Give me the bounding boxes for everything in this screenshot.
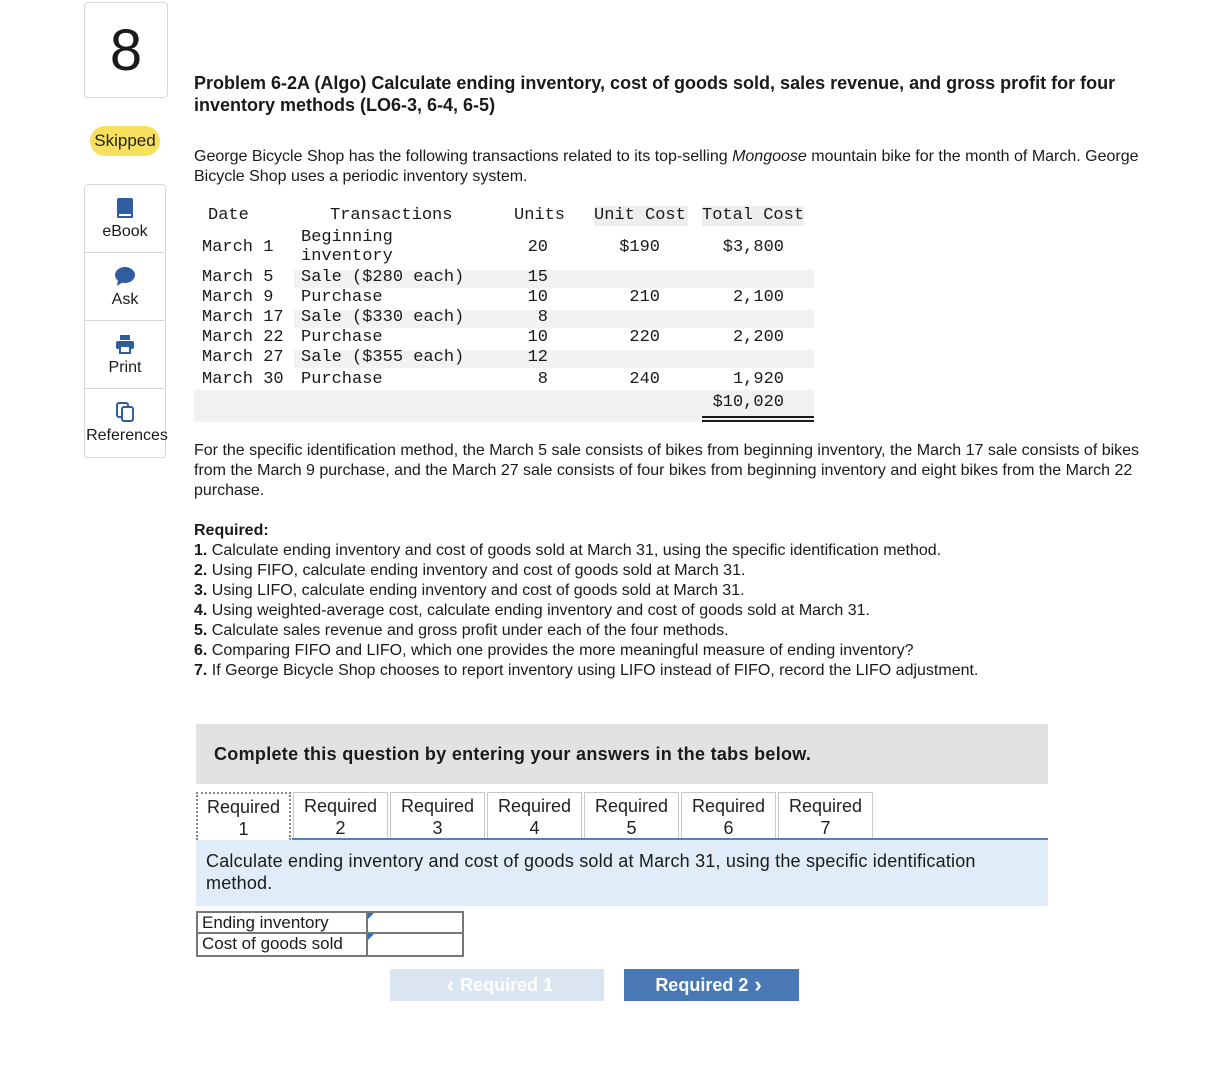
item-text: Comparing FIFO and LIFO, which one provides the more meaningful measure of ending inventory? [207,642,914,659]
row-units: 15 [527,268,548,287]
item-text: If George Bicycle Shop chooses to report inventory using LIFO instead of FIFO, record the LIFO adjustment. [207,662,979,679]
row-transaction: Beginning inventory [301,228,393,266]
tab-number: 7 [820,818,831,838]
tab-label: Required [691,796,766,816]
item-number: 3. [194,582,208,599]
tab-label: Required [206,797,281,817]
chat-bubble-icon [114,265,136,287]
tab-number: 4 [529,818,540,838]
table-row [194,288,814,308]
item-number: 2. [194,562,208,579]
row-total-cost: $3,800 [722,238,784,257]
tab-label: Required [497,796,572,816]
prev-required-button[interactable] [390,969,604,1001]
header-transactions: Transactions [330,206,453,225]
intro-text-start: George Bicycle Shop has the following transactions related to its top-selling [194,148,733,165]
tab-required-1[interactable] [196,792,291,840]
intro-text-end: mountain bike for the month of March. George Bicycle Shop uses a periodic inventory system. [194,148,1139,185]
cogs-input-cell [366,934,464,957]
intro-italic-text: Mongoose [732,148,807,165]
item-number: 1. [194,542,208,559]
row-units: 10 [527,328,548,347]
list-item [194,641,1144,661]
chevron-left-icon: ‹ [446,972,455,997]
item-text: Using LIFO, calculate ending inventory and cost of goods sold at March 31. [207,582,745,599]
total-double-rule-top [702,416,814,418]
table-row [194,368,814,390]
tab-required-4[interactable] [487,792,582,840]
row-date: March 9 [202,288,274,307]
item-number: 5. [194,622,208,639]
total-row [194,390,814,422]
row-date: March 22 [202,328,284,347]
tab-label: Required [594,796,669,816]
tab-instruction: Calculate ending inventory and cost of goods sold at March 31, using the specific identification method. [196,840,1048,906]
tab-number: 6 [723,818,734,838]
row-transaction: Purchase [301,370,383,389]
row-unit-cost: 220 [629,328,660,347]
transactions-table [194,206,814,422]
table-row [196,911,464,934]
tab-required-6[interactable] [681,792,776,840]
tab-number: 3 [432,818,443,838]
item-number: 4. [194,602,208,619]
row-units: 10 [527,288,548,307]
row-total-cost: 2,100 [732,288,784,307]
tab-required-5[interactable] [584,792,679,840]
tab-number: 1 [238,819,249,839]
tab-required-7[interactable] [778,792,873,840]
ending-inventory-input-cell [366,911,464,934]
answer-table [196,911,464,957]
list-item [194,601,1144,621]
status-badge: Skipped [90,126,160,156]
row-date: March 5 [202,268,274,287]
tab-number: 2 [335,818,346,838]
item-number: 6. [194,642,208,659]
references-label: References [86,427,168,444]
problem-title: Problem 6-2A (Algo) Calculate ending inventory, cost of goods sold, sales revenue, and gross profit for four inventory methods (LO6-3, 6-4, 6-5) [194,73,1116,115]
row-unit-cost: $190 [619,238,660,257]
table-row [194,308,814,328]
table-row [196,934,464,957]
header-units: Units [514,206,566,225]
row-transaction: Purchase [301,328,383,347]
table-row [194,228,814,268]
row-units: 8 [537,370,548,389]
required-list [194,521,1144,681]
print-label: Print [108,358,142,376]
ebook-button[interactable] [85,185,165,253]
row-transaction: Sale ($355 each) [301,348,465,367]
row-units: 20 [527,238,548,257]
table-row [194,328,814,348]
copy-documents-icon [115,401,135,423]
row-unit-cost: 210 [629,288,660,307]
item-text: Using FIFO, calculate ending inventory and cost of goods sold at March 31. [207,562,746,579]
tab-label: Required [400,796,475,816]
tab-required-3[interactable] [390,792,485,840]
list-item [194,561,1144,581]
ending-inventory-label: Ending inventory [196,911,366,934]
item-text: Calculate sales revenue and gross profit under each of the four methods. [207,622,729,639]
required-tabs [196,792,875,840]
list-item [194,581,1144,601]
question-number: 8 [84,2,168,98]
row-transaction: Sale ($280 each) [301,268,465,287]
list-item [194,621,1144,641]
next-button-label: Required 2 [655,974,749,995]
next-required-button[interactable] [624,969,799,1001]
header-date: Date [208,206,249,225]
row-date: March 27 [202,348,284,367]
table-row [194,348,814,368]
row-date: March 17 [202,308,284,327]
specific-id-note: For the specific identification method, the March 5 sale consists of bikes from beginning inventory, the March 17 sale consists of bikes from the March 9 purchase, and the March 27 sale consists of four bikes from beginning inventory and eight bikes from the March 22 purchase. [194,442,1140,499]
required-heading: Required: [194,522,269,539]
ask-label: Ask [111,290,139,308]
book-icon [116,197,134,219]
tab-label: Required [303,796,378,816]
row-units: 8 [537,308,548,327]
problem-intro [194,147,1144,187]
header-total-cost: Total Cost [702,206,805,225]
table-header [194,206,814,228]
row-date: March 1 [202,238,274,257]
ending-inventory-input[interactable] [368,913,462,932]
row-unit-cost: 240 [629,370,660,389]
references-button[interactable] [85,389,168,457]
tab-number: 5 [626,818,637,838]
chevron-right-icon: › [754,972,762,997]
total-double-rule-bottom [702,420,814,422]
prev-button-label: Required 1 [460,974,554,995]
instructions-banner: Complete this question by entering your answers in the tabs below. [196,724,1048,784]
item-text: Calculate ending inventory and cost of goods sold at March 31, using the specific identification method. [207,542,942,559]
grand-total: $10,020 [712,393,784,412]
cogs-label: Cost of goods sold [196,934,366,957]
item-number: 7. [194,662,208,679]
printer-icon [115,333,135,355]
row-transaction: Sale ($330 each) [301,308,465,327]
cogs-input[interactable] [368,934,462,955]
ebook-label: eBook [102,222,148,240]
row-total-cost: 1,920 [732,370,784,389]
row-total-cost: 2,200 [732,328,784,347]
table-row [194,268,814,288]
ask-button[interactable] [85,253,165,321]
row-units: 12 [527,348,548,367]
tab-label: Required [788,796,863,816]
list-item [194,661,1144,681]
tab-required-2[interactable] [293,792,388,840]
item-text: Using weighted-average cost, calculate ending inventory and cost of goods sold at March 31. [207,602,870,619]
row-date: March 30 [202,370,284,389]
tool-panel [84,184,166,458]
row-transaction: Purchase [301,288,383,307]
header-unit-cost: Unit Cost [594,206,686,225]
list-item [194,541,1144,561]
print-button[interactable] [85,321,165,389]
